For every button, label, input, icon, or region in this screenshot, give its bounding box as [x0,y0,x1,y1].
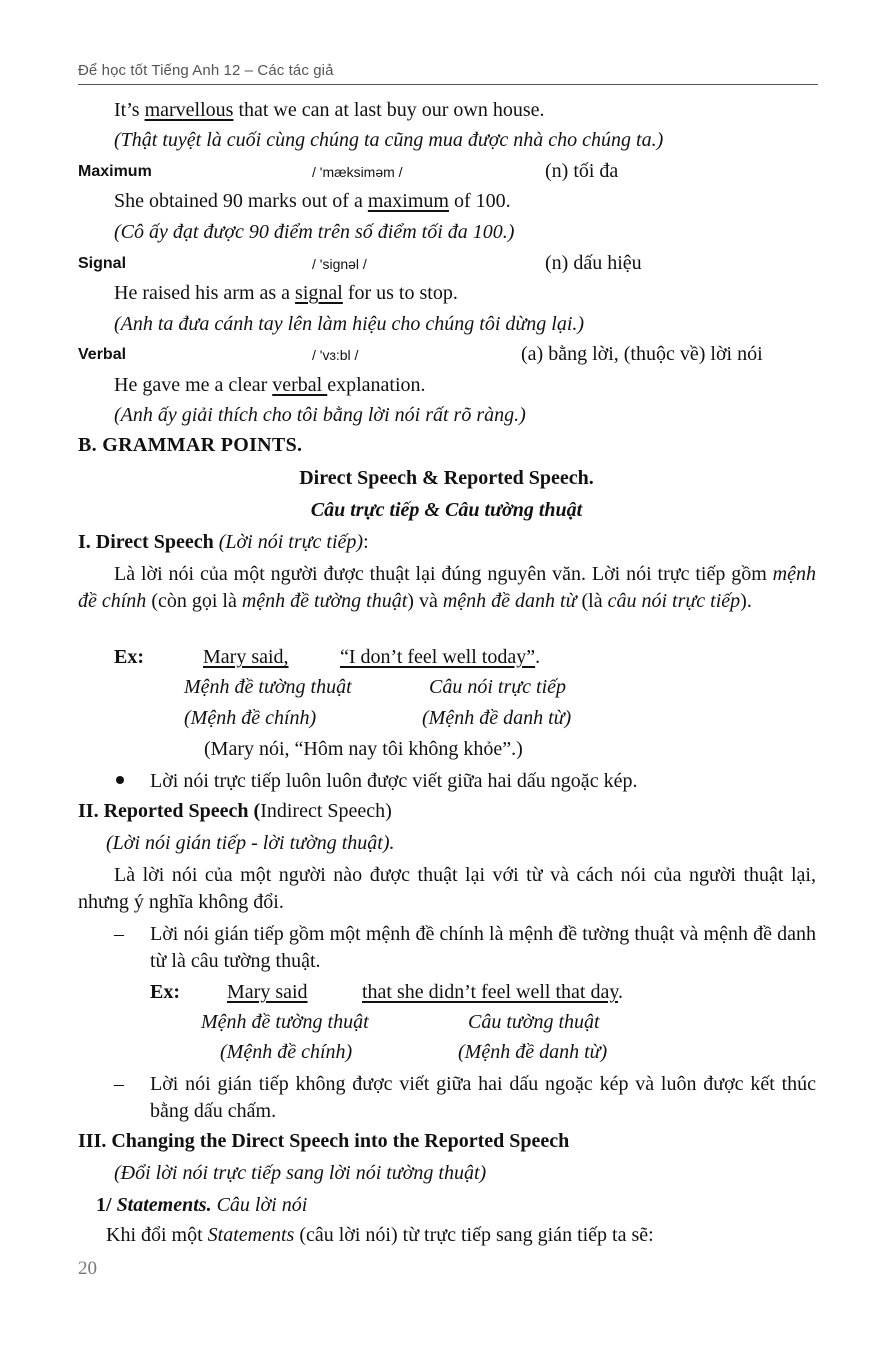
section-title: B. GRAMMAR POINTS. [78,434,303,456]
grammar-title-vi: Câu trực tiếp & Câu tường thuật [310,499,583,521]
vocab-translation: (Anh ta đưa cánh tay lên làm hiệu cho chúng tôi dừng lại.) [114,313,585,335]
keyword: marvellous [144,99,234,121]
dash-icon: – [114,1073,124,1095]
vocab-translation: (Cô ấy đạt được 90 điểm trên số điểm tối đa 100.) [114,221,515,243]
vocab-translation: (Anh ấy giải thích cho tôi bằng lời nói rất rõ ràng.) [114,404,526,426]
label-noun-clause: (Mệnh đề danh từ) [458,1041,608,1063]
reported-speech-definition: Là lời nói của một người nào được thuật lại với từ và cách nói của người thuật lại, nhưng ý nghĩa không đổi. [78,864,816,913]
page-number: 20 [78,1258,97,1279]
vocab-example: He gave me a clear verbal explanation. [114,374,426,396]
reported-speech-heading: II. Reported Speech (Indirect Speech) [78,800,392,822]
example-label: Ex: [150,981,180,1003]
example-main-clause: Mary said, [203,646,289,668]
label-reporting-clause: Mệnh đề tường thuật [184,676,352,698]
reported-speech-item-2: Lời nói gián tiếp không được viết giữa hai dấu ngoặc kép và luôn được kết thúc bằng dấu chấm. [150,1073,816,1122]
label-noun-clause: (Mệnh đề danh từ) [422,707,572,729]
direct-speech-definition: Là lời nói của một người được thuật lại đúng nguyên văn. Lời nói trực tiếp gồm mệnh đề chính (còn gọi là mệnh đề tường thuật) và mệnh đề danh từ (là câu nói trực tiếp). [78,563,816,612]
changing-subtitle: (Đổi lời nói trực tiếp sang lời nói tường thuật) [114,1162,487,1184]
reported-speech-subtitle: (Lời nói gián tiếp - lời tường thuật). [106,832,395,854]
vocab-meaning: (n) dấu hiệu [545,252,642,274]
label-main-clause: (Mệnh đề chính) [184,707,317,729]
grammar-title-en: Direct Speech & Reported Speech. [299,467,594,489]
example-translation: (Mary nói, “Hôm nay tôi không khỏe”.) [204,738,523,760]
vocab-example: She obtained 90 marks out of a maximum of 100. [114,190,511,212]
example-reported-clause: that she didn’t feel well that day. [362,981,624,1003]
vocab-phonetic: / 'vɜ:bl / [312,347,359,363]
statements-heading: 1/ Statements. Câu lời nói [96,1194,308,1216]
label-reporting-clause: Mệnh đề tường thuật [201,1011,369,1033]
vocab-phonetic: / 'signəl / [312,256,367,272]
vocab-meaning: (n) tối đa [545,160,619,182]
vocab-term: Verbal [78,346,127,363]
dash-icon: – [114,923,124,945]
vocab-meaning: (a) bằng lời, (thuộc về) lời nói [521,343,763,365]
bullet-icon [116,776,124,784]
example-direct-quote: “I don’t feel well today”. [340,646,541,668]
label-reported-sentence: Câu tường thuật [468,1011,600,1033]
vocab-term: Signal [78,255,127,272]
label-direct-sentence: Câu nói trực tiếp [429,676,567,698]
running-title: Để học tốt Tiếng Anh 12 – Các tác giả [78,62,334,79]
example-main-clause: Mary said [227,981,308,1003]
vocab-term: Maximum [78,163,152,180]
running-header [78,60,818,85]
changing-heading: III. Changing the Direct Speech into the Reported Speech [78,1130,570,1152]
label-main-clause: (Mệnh đề chính) [220,1041,353,1063]
reported-speech-item-1: Lời nói gián tiếp gồm một mệnh đề chính là mệnh đề tường thuật và mệnh đề danh từ là câu tường thuật. [150,923,816,972]
example-marvellous: It’s marvellous that we can at last buy our own house. [114,99,545,121]
vocab-example: He raised his arm as a signal for us to stop. [114,282,458,304]
translation-marvellous: (Thật tuyệt là cuối cùng chúng ta cũng mua được nhà cho chúng ta.) [114,129,664,151]
direct-speech-note: Lời nói trực tiếp luôn luôn được viết giữa hai dấu ngoặc kép. [150,770,638,792]
direct-speech-heading: I. Direct Speech (Lời nói trực tiếp): [78,531,369,553]
vocab-phonetic: / 'mæksiməm / [312,164,403,180]
statements-intro: Khi đổi một Statements (câu lời nói) từ trực tiếp sang gián tiếp ta sẽ: [106,1224,654,1246]
example-label: Ex: [114,646,144,668]
